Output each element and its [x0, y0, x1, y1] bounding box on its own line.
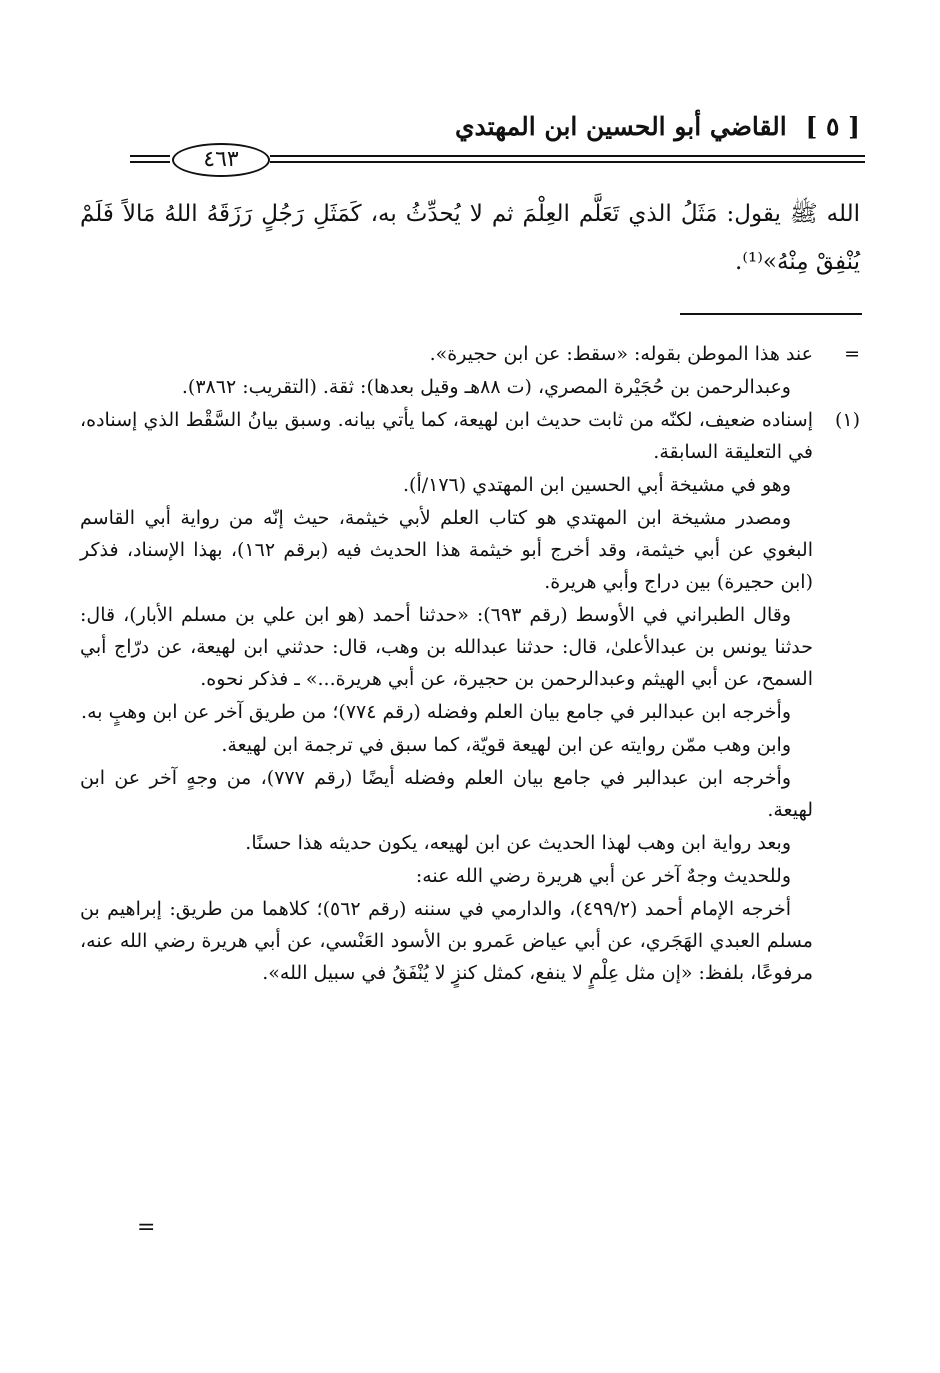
footnote-paragraph: وهو في مشيخة أبي الحسين ابن المهتدي (١٧٦/أ).: [403, 474, 791, 496]
footnote-paragraph: وللحديث وجهٌ آخر عن أبي هريرة رضي الله عنه:: [415, 865, 791, 887]
footnote-paragraph: وأخرجه ابن عبدالبر في جامع بيان العلم وفضله (رقم ٧٧٤)؛ من طريق آخر عن ابن وهبٍ به.: [81, 701, 791, 723]
footnote-paragraph: وبعد رواية ابن وهب لهذا الحديث عن ابن لهيعه، يكون حديثه هذا حسنًا.: [245, 832, 791, 854]
header-short-rule: [130, 155, 170, 163]
footnote-paragraph: وقال الطبراني في الأوسط (رقم ٦٩٣): «حدثنا أحمد (هو ابن علي بن مسلم الأبار)، قال: حدثنا يونس بن عبدالأعلىٰ، قال: حدثنا عبدالله بن وهب، قال: حدثني ابن لهيعة، عن درّاج أبي السمح، عن أبي الهيثم وعبدالرحمن بن حجيرة، عن أبي هريرة...» ـ فذكر نحوه.: [80, 604, 813, 690]
footnote-text: عند هذا الموطن بقوله: «سقط: عن ابن حجيرة».: [429, 343, 813, 365]
footnote-1-marker: (١): [834, 409, 860, 431]
header-double-rule: [270, 155, 865, 163]
running-title: القاضي أبو الحسين ابن المهتدي: [454, 112, 787, 141]
footnote-continuation-paragraph: [80, 338, 860, 370]
chapter-number: [ ٥ ]: [805, 112, 860, 141]
footnote-paragraph: وعبدالرحمن بن حُجَيْرة المصري، (ت ٨٨هـ وقيل بعدها): ثقة. (التقريب: ٣٨٦٢).: [181, 376, 791, 398]
main-text: الله ﷺ يقول: مَثَلُ الذي تَعَلَّم العِلْمَ ثم لا يُحدِّثُ به، كَمَثَلِ رَجُلٍ رَزَقَهُ اللهُ مَالاً فَلَمْ يُنْفِقْ مِنْهُ»⁽¹⁾.: [80, 201, 860, 275]
page-number: ٤٦٣: [172, 143, 270, 177]
footnote-paragraph: أخرجه الإمام أحمد (٤٩٩/٢)، والدارمي في سننه (رقم ٥٦٢)؛ كلاهما من طريق: إبراهيم بن مسلم العبدي الهَجَري، عن أبي عياض عَمرو بن الأسود العَنْسي، عن أبي هريرة رضي الله عنه، مرفوعًا، بلفظ: «إن مثل عِلْمٍ لا ينفع، كمثل كنزٍ لا يُنْفَقُ في سبيل الله».: [80, 898, 813, 984]
footnote-paragraph: وأخرجه ابن عبدالبر في جامع بيان العلم وفضله أيضًا (رقم ٧٧٧)، من وجهٍ آخر عن ابن لهيعة.: [80, 767, 813, 821]
continuation-marker: =: [844, 343, 860, 365]
footnote-separator: [680, 313, 862, 315]
continues-marker: =: [137, 1215, 156, 1240]
footnote-text: إسناده ضعيف، لكنّه من ثابت حديث ابن لهيعة، كما يأتي بيانه. وسبق بيانُ السَّقْط الذي إسناده، في التعليقة السابقة.: [80, 409, 813, 463]
footnote-paragraph: ومصدر مشيخة ابن المهتدي هو كتاب العلم لأبي خيثمة، حيث إنّه من رواية أبي القاسم البغوي عن أبي خيثمة، وقد أخرج أبو خيثمة هذا الحديث فيه (برقم ١٦٢)، بهذا الإسناد، فذكر (ابن حجيرة) بين دراج وأبي هريرة.: [80, 507, 813, 593]
footnotes: [80, 338, 860, 990]
footnote-paragraph: وابن وهب ممّن روايته عن ابن لهيعة قويّة، كما سبق في ترجمة ابن لهيعة.: [221, 734, 791, 756]
running-header: [455, 112, 860, 141]
footnote-1-paragraph: [80, 404, 860, 468]
page-number-ornament: [130, 143, 865, 177]
